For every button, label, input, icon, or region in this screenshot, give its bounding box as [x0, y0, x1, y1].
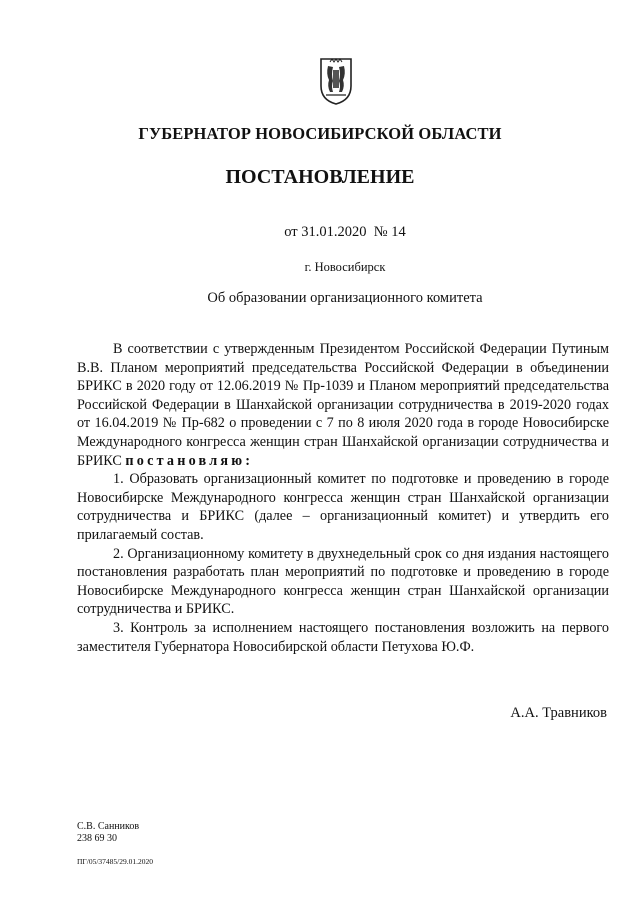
document-body	[77, 340, 609, 656]
novosibirsk-coat-of-arms-icon	[318, 56, 354, 106]
document-date-number: от 31.01.2020 № 14	[284, 224, 406, 240]
issuing-authority: ГУБЕРНАТОР НОВОСИБИРСКОЙ ОБЛАСТИ	[138, 124, 502, 143]
registration-number: ПГ/05/37485/29.01.2020	[77, 857, 154, 866]
preamble-paragraph	[77, 340, 609, 470]
preamble-text: В соответствии с утвержденным Президентом Российской Федерации Путиным В.В. Планом мероприятий председательства Российской Федерации в объединении БРИКС в 2020 году от 12.06.2019 № Пр-1039 и Планом мероприятий председательства Российской Федерации в Шанхайской организации сотрудничества в 2019-2020 годах от 16.04.2019 № Пр-682 о проведении с 7 по 8 июля 2020 года в городе Новосибирске Международного конгресса женщин стран Шанхайской организации сотрудничества и БРИКС	[77, 341, 609, 469]
executor-name: С.В. Санников	[77, 821, 140, 832]
decree-item-1: 1. Образовать организационный комитет по подготовке и проведению в городе Новосибирске Международного конгресса женщин стран Шанхайской организации сотрудничества и БРИКС (далее – организационный комитет) и утвердить его прилагаемый состав.	[77, 471, 609, 543]
document-type-title: ПОСТАНОВЛЕНИЕ	[225, 166, 415, 188]
document-city: г. Новосибирск	[304, 260, 386, 274]
signatory-name: А.А. Травников	[510, 705, 607, 721]
executor-block	[77, 821, 139, 845]
executor-phone: 238 69 30	[77, 833, 117, 844]
decree-item-3: 3. Контроль за исполнением настоящего постановления возложить на первого заместителя Губернатора Новосибирской области Петухова Ю.Ф.	[77, 619, 609, 655]
decree-item-2: 2. Организационному комитету в двухнедельный срок со дня издания настоящего постановления разработать план мероприятий по подготовке и проведению в городе Новосибирске Международного конгресса женщин стран Шанхайской организации сотрудничества и БРИКС.	[77, 545, 609, 618]
decree-word: постановляю	[125, 452, 246, 469]
document-subject: Об образовании организационного комитета	[207, 290, 483, 306]
decree-colon: :	[245, 452, 251, 469]
